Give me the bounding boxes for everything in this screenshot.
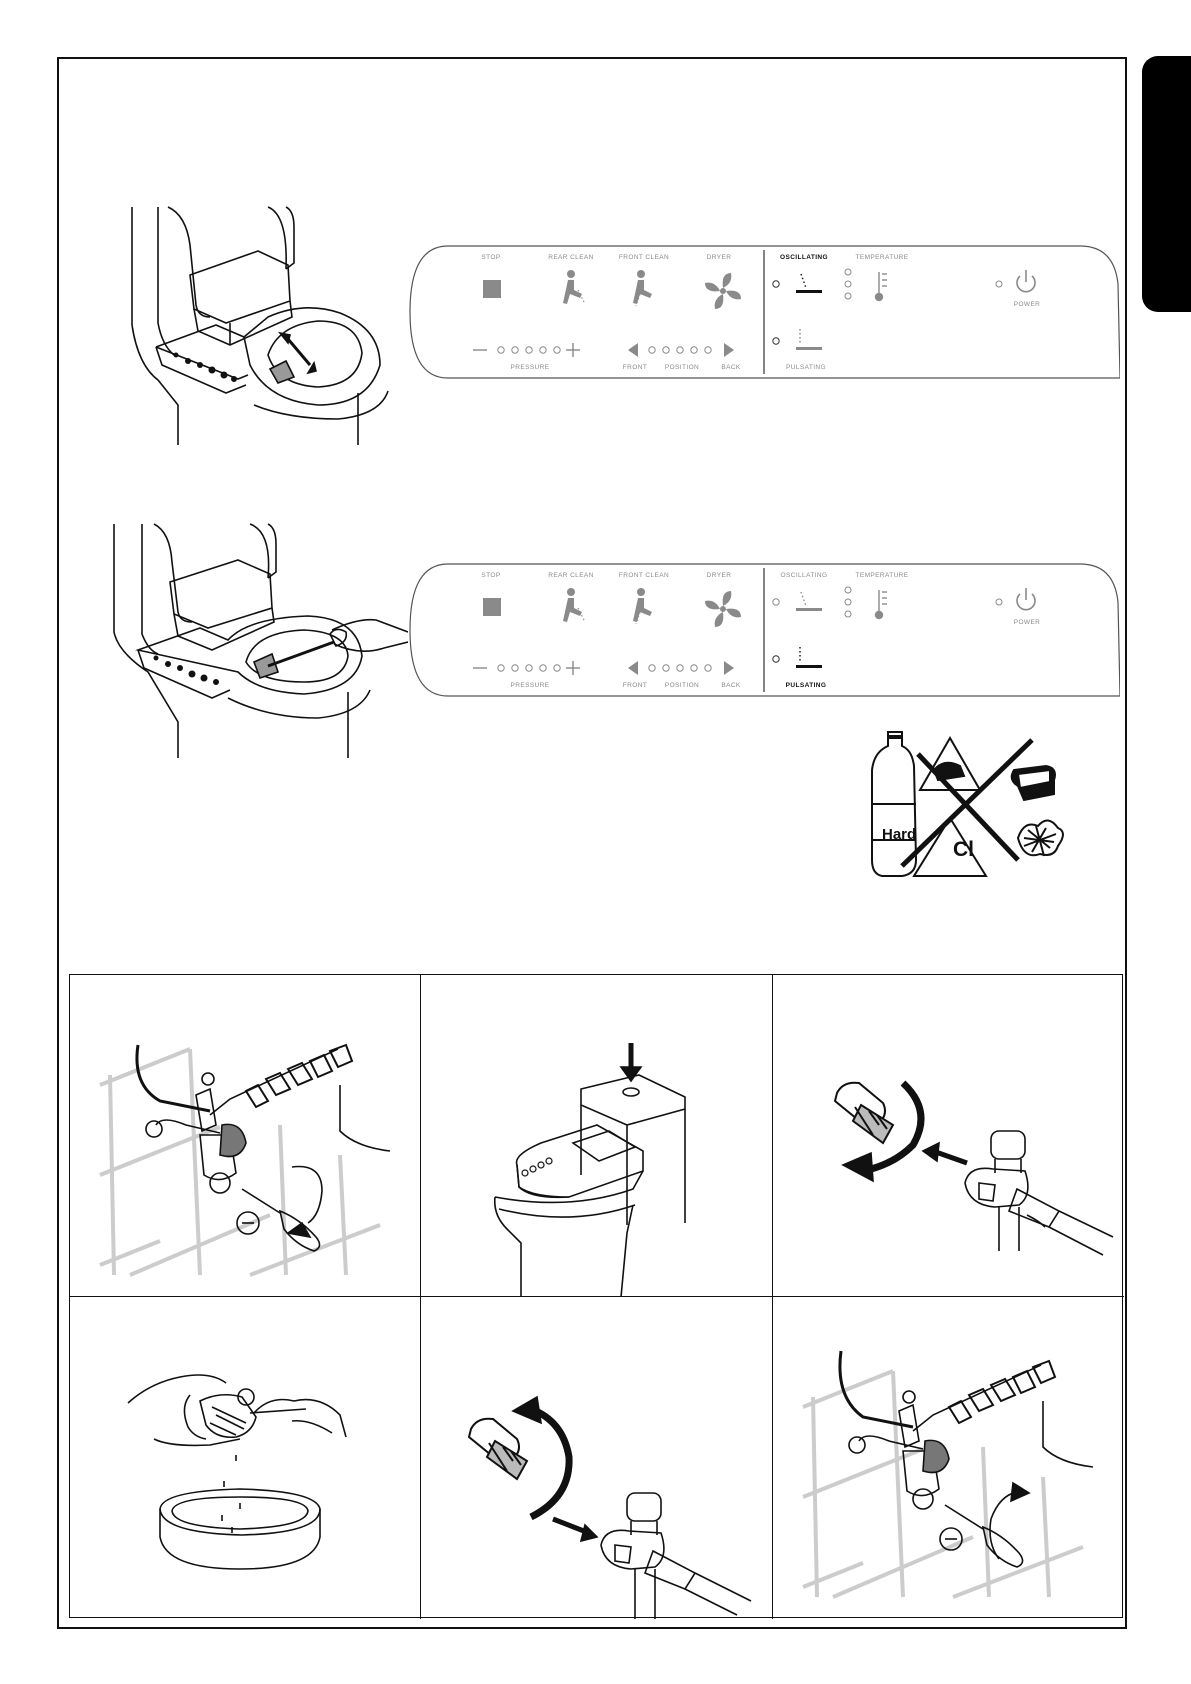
step-reinsert-filter [421,1297,773,1619]
toilet-seat-nozzle-illustration [118,205,418,445]
chlorine-label: Cl [953,838,974,861]
toilet-seat-brush-illustration [108,522,408,758]
filter-cleaning-steps-grid [69,974,1123,1618]
front-label: FRONT [622,364,648,371]
position-label: POSITION [664,682,700,689]
temperature-label: TEMPERATURE [855,254,909,261]
dryer-label: DRYER [706,572,732,579]
front-clean-label: FRONT CLEAN [618,572,670,579]
power-label: POWER [1013,619,1041,626]
pressure-label: PRESSURE [510,364,550,371]
pulsating-label: PULSATING [786,364,826,371]
pulsating-label: PULSATING [785,682,827,689]
stop-label: STOP [481,254,501,261]
power-label: POWER [1013,301,1041,308]
step-remove-filter [773,975,1124,1297]
stop-label: STOP [481,572,501,579]
section-tab [1142,56,1191,312]
oscillating-label: OSCILLATING [780,572,828,579]
front-clean-label: FRONT CLEAN [618,254,670,261]
pressure-label: PRESSURE [510,682,550,689]
rear-clean-label: REAR CLEAN [548,572,594,579]
temperature-label: TEMPERATURE [855,572,909,579]
step-clean-filter [70,1297,421,1619]
position-label: POSITION [664,364,700,371]
oscillating-label: OSCILLATING [780,254,828,261]
dryer-label: DRYER [706,254,732,261]
step-flush-toilet [421,975,773,1297]
control-panel-top [408,244,1120,384]
step-open-valve [773,1297,1124,1619]
back-label: BACK [721,364,741,371]
step-close-valve [70,975,421,1297]
rear-clean-label: REAR CLEAN [548,254,594,261]
back-label: BACK [721,682,741,689]
bottle-label: Hard [882,826,917,843]
front-label: FRONT [622,682,648,689]
control-panel-bottom [408,562,1120,702]
